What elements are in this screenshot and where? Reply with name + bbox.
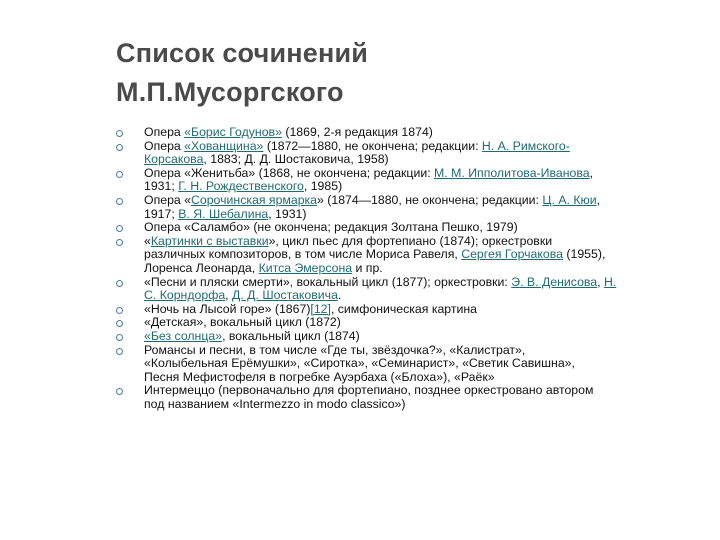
wiki-link[interactable]: Н. А. Римского- xyxy=(481,138,570,153)
list-item-text xyxy=(144,194,696,221)
list-item xyxy=(116,167,696,194)
wiki-link[interactable]: В. Я. Шебалина xyxy=(178,206,269,221)
text-run: под названием «Intermezzo in modo classico») xyxy=(144,396,406,411)
list-item-text xyxy=(144,126,696,140)
text-run: (1869, 2-я редакция 1874) xyxy=(281,125,433,139)
list-item xyxy=(116,126,696,140)
text-run: 1931; xyxy=(144,179,179,194)
text-run: « xyxy=(144,233,151,248)
wiki-link[interactable]: Корсакова xyxy=(144,152,204,167)
text-run: , xyxy=(225,288,232,303)
wiki-link[interactable]: Г. Н. Рождественского xyxy=(178,179,304,194)
text-line xyxy=(144,289,696,303)
list-item xyxy=(116,140,696,167)
wiki-link[interactable]: Ц. А. Кюи xyxy=(542,192,597,207)
list-item-text xyxy=(144,316,696,330)
works-list xyxy=(116,126,696,411)
text-run: Лоренса Леонарда, xyxy=(144,260,259,275)
text-run: , 1985) xyxy=(303,179,343,194)
wiki-link[interactable]: Картинки с выставки xyxy=(150,233,269,248)
text-line xyxy=(144,235,696,249)
text-run: , 1931) xyxy=(268,206,307,221)
wiki-link[interactable]: Н. xyxy=(604,274,617,289)
wiki-link[interactable]: «Борис Годунов» xyxy=(184,125,282,139)
text-line xyxy=(144,221,696,235)
hollow-circle-bullet-icon xyxy=(116,239,123,246)
list-item-text xyxy=(144,235,696,276)
text-run: различных композиторов, в том числе Мориса Равеля, xyxy=(144,247,462,262)
text-run: , симфоническая картина xyxy=(330,301,478,316)
text-run: Романсы и песни, в том числе «Где ты, звёздочка?», «Калистрат», xyxy=(144,342,526,357)
list-item xyxy=(116,303,696,317)
wiki-link[interactable]: М. М. Ипполитова-Иванова xyxy=(434,165,590,180)
text-run: Опера « xyxy=(144,192,191,207)
text-run: Песня Мефистофеля в погребке Ауэрбаха («Блоха»), «Раёк» xyxy=(144,369,495,384)
list-item-text xyxy=(144,276,696,303)
text-run: Опера xyxy=(144,138,185,153)
text-run: и пр. xyxy=(352,260,383,275)
wiki-link[interactable]: Э. В. Денисова xyxy=(511,274,598,289)
text-run: , 1883; Д. Д. Шостаковича, 1958) xyxy=(203,152,389,167)
text-line xyxy=(144,384,696,398)
text-line xyxy=(144,262,696,276)
hollow-circle-bullet-icon xyxy=(116,388,123,395)
text-run: , xyxy=(597,274,604,289)
text-line xyxy=(144,140,696,154)
list-item xyxy=(116,384,696,411)
text-line xyxy=(144,126,696,140)
hollow-circle-bullet-icon xyxy=(116,171,123,178)
wiki-link[interactable]: «Хованщина» xyxy=(184,138,264,153)
list-item-text xyxy=(144,384,696,411)
text-line xyxy=(144,344,696,358)
list-item xyxy=(116,344,696,385)
hollow-circle-bullet-icon xyxy=(116,348,123,355)
text-line xyxy=(144,398,696,412)
hollow-circle-bullet-icon xyxy=(116,334,123,341)
hollow-circle-bullet-icon xyxy=(116,307,123,314)
wiki-link[interactable]: [12] xyxy=(310,301,331,316)
list-item-text xyxy=(144,330,696,344)
list-item xyxy=(116,194,696,221)
text-line xyxy=(144,371,696,385)
title-line-1: Список сочинений xyxy=(116,38,369,68)
wiki-link[interactable]: Китса Эмерсона xyxy=(258,260,353,275)
text-line xyxy=(144,248,696,262)
text-line xyxy=(144,330,696,344)
text-run: «Детская», вокальный цикл (1872) xyxy=(144,315,341,330)
list-item xyxy=(116,221,696,235)
list-item-text xyxy=(144,140,696,167)
page-title xyxy=(116,34,676,112)
text-run: 1917; xyxy=(144,206,179,221)
hollow-circle-bullet-icon xyxy=(116,280,123,287)
hollow-circle-bullet-icon xyxy=(116,130,123,137)
text-line xyxy=(144,303,696,317)
wiki-link[interactable]: Сорочинская ярмарка xyxy=(191,192,318,207)
title-line-2: М.П.Мусоргского xyxy=(116,77,344,107)
text-run: , вокальный цикл (1874) xyxy=(222,328,360,343)
wiki-link[interactable]: «Без солнца» xyxy=(144,328,223,343)
list-item xyxy=(116,276,696,303)
text-run: », цикл пьес для фортепиано (1874); оркестровки xyxy=(268,233,553,248)
text-line xyxy=(144,153,696,167)
text-run: » (1874—1880, не окончена; редакции: xyxy=(317,192,543,207)
wiki-link[interactable]: Сергея Горчакова xyxy=(461,247,563,262)
text-run: Опера xyxy=(144,125,185,139)
text-line xyxy=(144,194,696,208)
text-run: Опера «Саламбо» (не окончена; редакция Золтана Пешко, 1979) xyxy=(144,220,518,235)
list-item xyxy=(116,235,696,276)
hollow-circle-bullet-icon xyxy=(116,225,123,232)
list-item xyxy=(116,316,696,330)
list-item-text xyxy=(144,221,696,235)
text-line xyxy=(144,208,696,222)
wiki-link[interactable]: С. Корндорфа xyxy=(144,288,226,303)
text-run: (1955), xyxy=(562,247,606,262)
wiki-link[interactable]: Д. Д. Шостаковича xyxy=(232,288,338,303)
text-run: (1872—1880, не окончена; редакции: xyxy=(263,138,482,153)
text-line xyxy=(144,316,696,330)
text-run: , xyxy=(589,165,593,180)
text-run: Опера «Женитьба» (1868, не окончена; редакции: xyxy=(144,165,435,180)
list-item xyxy=(116,330,696,344)
text-run: «Колыбельная Ерёмушки», «Сиротка», «Семинарист», «Светик Савишна», xyxy=(144,356,575,371)
text-run: «Песни и пляски смерти», вокальный цикл (1877); оркестровки: xyxy=(144,274,512,289)
hollow-circle-bullet-icon xyxy=(116,144,123,151)
hollow-circle-bullet-icon xyxy=(116,198,123,205)
list-item-text xyxy=(144,344,696,385)
list-item-text xyxy=(144,167,696,194)
text-line xyxy=(144,276,696,290)
list-item-text xyxy=(144,303,696,317)
hollow-circle-bullet-icon xyxy=(116,320,123,327)
text-run: «Ночь на Лысой горе» (1867) xyxy=(144,301,311,316)
text-line xyxy=(144,357,696,371)
text-line xyxy=(144,180,696,194)
text-line xyxy=(144,167,696,181)
text-run: . xyxy=(337,288,342,303)
text-run: Интермеццо (первоначально для фортепиано, позднее оркестровано автором xyxy=(144,383,594,398)
text-run: , xyxy=(596,192,601,207)
